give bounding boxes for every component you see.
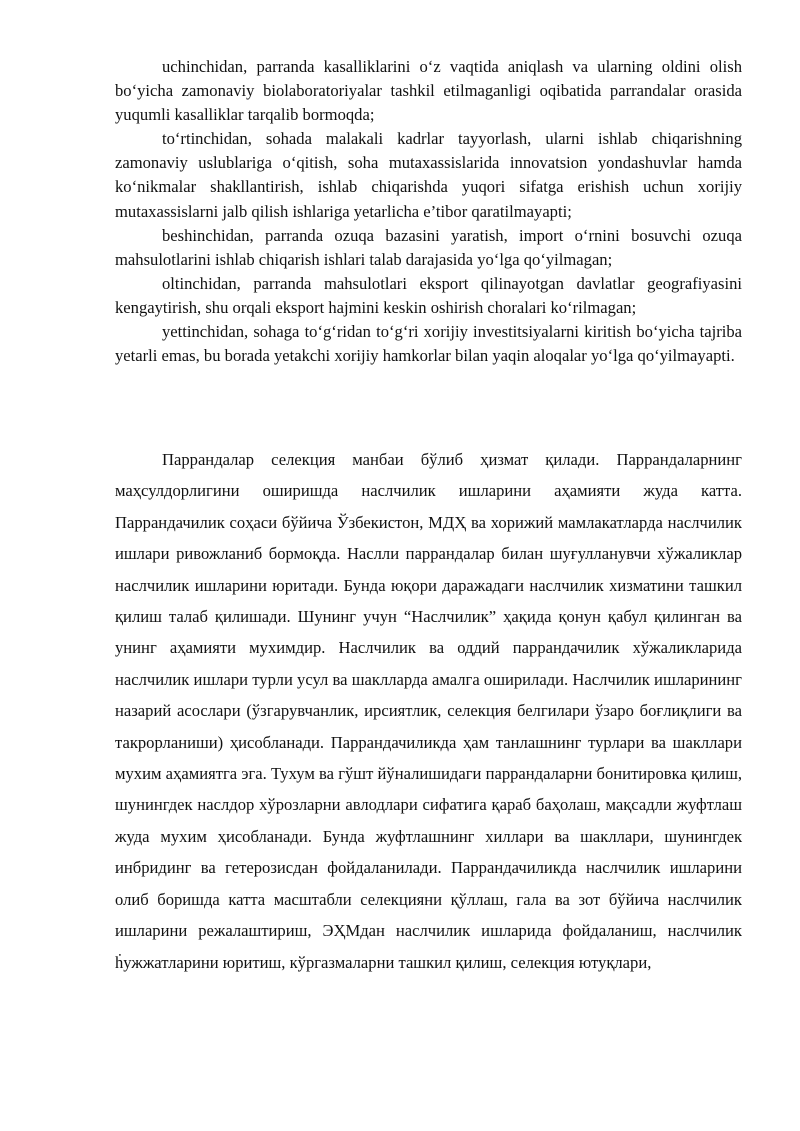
cyrillic-text-block — [115, 444, 742, 978]
paragraph-tortinchidan: to‘rtinchidan, sohada malakali kadrlar tayyorlash, ularni ishlab chiqarishning zamonaviy uslublariga o‘qitish, soha mutaxassislarida innovatsion yondashuvlar hamda ko‘nikmalar shakllantirish, ishlab chiqarishda yuqori sifatga erishish uchun xorijiy mutaxassislarni jalb qilish ishlariga yetarlicha e’tibor qaratilmayapti; — [115, 129, 742, 221]
latin-text-block — [115, 55, 742, 368]
paragraph-beshinchidan: beshinchidan, parranda ozuqa bazasini yaratish, import o‘rnini bosuvchi ozuqa mahsulotlarini ishlab chiqarish ishlari talab darajasida yo‘lga qo‘yilmagan; — [115, 225, 742, 269]
paragraph-yettinchidan: yettinchidan, sohaga to‘g‘ridan to‘g‘ri xorijiy investitsiyalarni kiritish bo‘yicha tajriba yetarli emas, bu borada yetakchi xorijiy hamkorlar bilan yaqin aloqalar yo‘lga qo‘yilmayapti. — [115, 322, 742, 366]
paragraph-selection: Паррандалар селекция манбаи бўлиб ҳизмат қилади. Паррандаларнинг маҳсулдорлигини оширишда наслчилик ишларини аҳамияти жуда катта. Паррандачилик соҳаси бўйича Ўзбекистон, МДҲ ва хорижий мамлакатларда наслчилик ишлари ривожланиб бормоқда. Наслли паррандалар билан шуғулланувчи хўжаликлар наслчилик ишларини юритади. Бунда юқори даражадаги наслчилик хизматини ташкил қилиш талаб қилишади. Шунинг учун “Наслчилик” ҳақида қонун қабул қилинган ва унинг аҳамияти мухимдир. Наслчилик ва оддий паррандачилик хўжаликларида наслчилик ишлари турли усул ва шаклларда амалга оширилади. Наслчилик ишларининг назарий асослари (ўзгарувчанлик, ирсиятлик, селекция белгилари ўзаро боғлиқлиги ва такрорланиши) ҳисобланади. Паррандачиликда ҳам танлашнинг турлари ва шакллари мухим аҳамиятга эга. Тухум ва гўшт йўналишидаги паррандаларни бонитировка қилиш, шунингдек наслдор хўрозларни авлодлари сифатига қараб баҳолаш, мақсадли жуфтлаш жуда мухим ҳисобланади. Бунда жуфтлашнинг хиллари ва шакллари, шунингдек инбридинг ва гетерозисдан фойдаланилади. Паррандачиликда наслчилик ишларини олиб боришда катта масштабли селекцияни қўллаш, гала ва зот бўйича наслчилик ишларини режалаштириш, ЭҲМдан наслчилик ишларида фойдаланиш, наслчилик ḣужжатларини юритиш, кўргазмаларни ташкил қилиш, селекция ютуқлари, — [115, 450, 742, 972]
paragraph-uchinchidan: uchinchidan, parranda kasalliklarini o‘z vaqtida aniqlash va ularning oldini olish bo‘yicha zamonaviy biolaboratoriyalar tashkil etilmaganligi oqibatida parrandalar orasida yuqumli kasalliklar tarqalib bormoqda; — [115, 57, 742, 125]
paragraph-oltinchidan: oltinchidan, parranda mahsulotlari eksport qilinayotgan davlatlar geografiyasini kengaytirish, shu orqali eksport hajmini keskin oshirish choralari ko‘rilmagan; — [115, 273, 742, 317]
